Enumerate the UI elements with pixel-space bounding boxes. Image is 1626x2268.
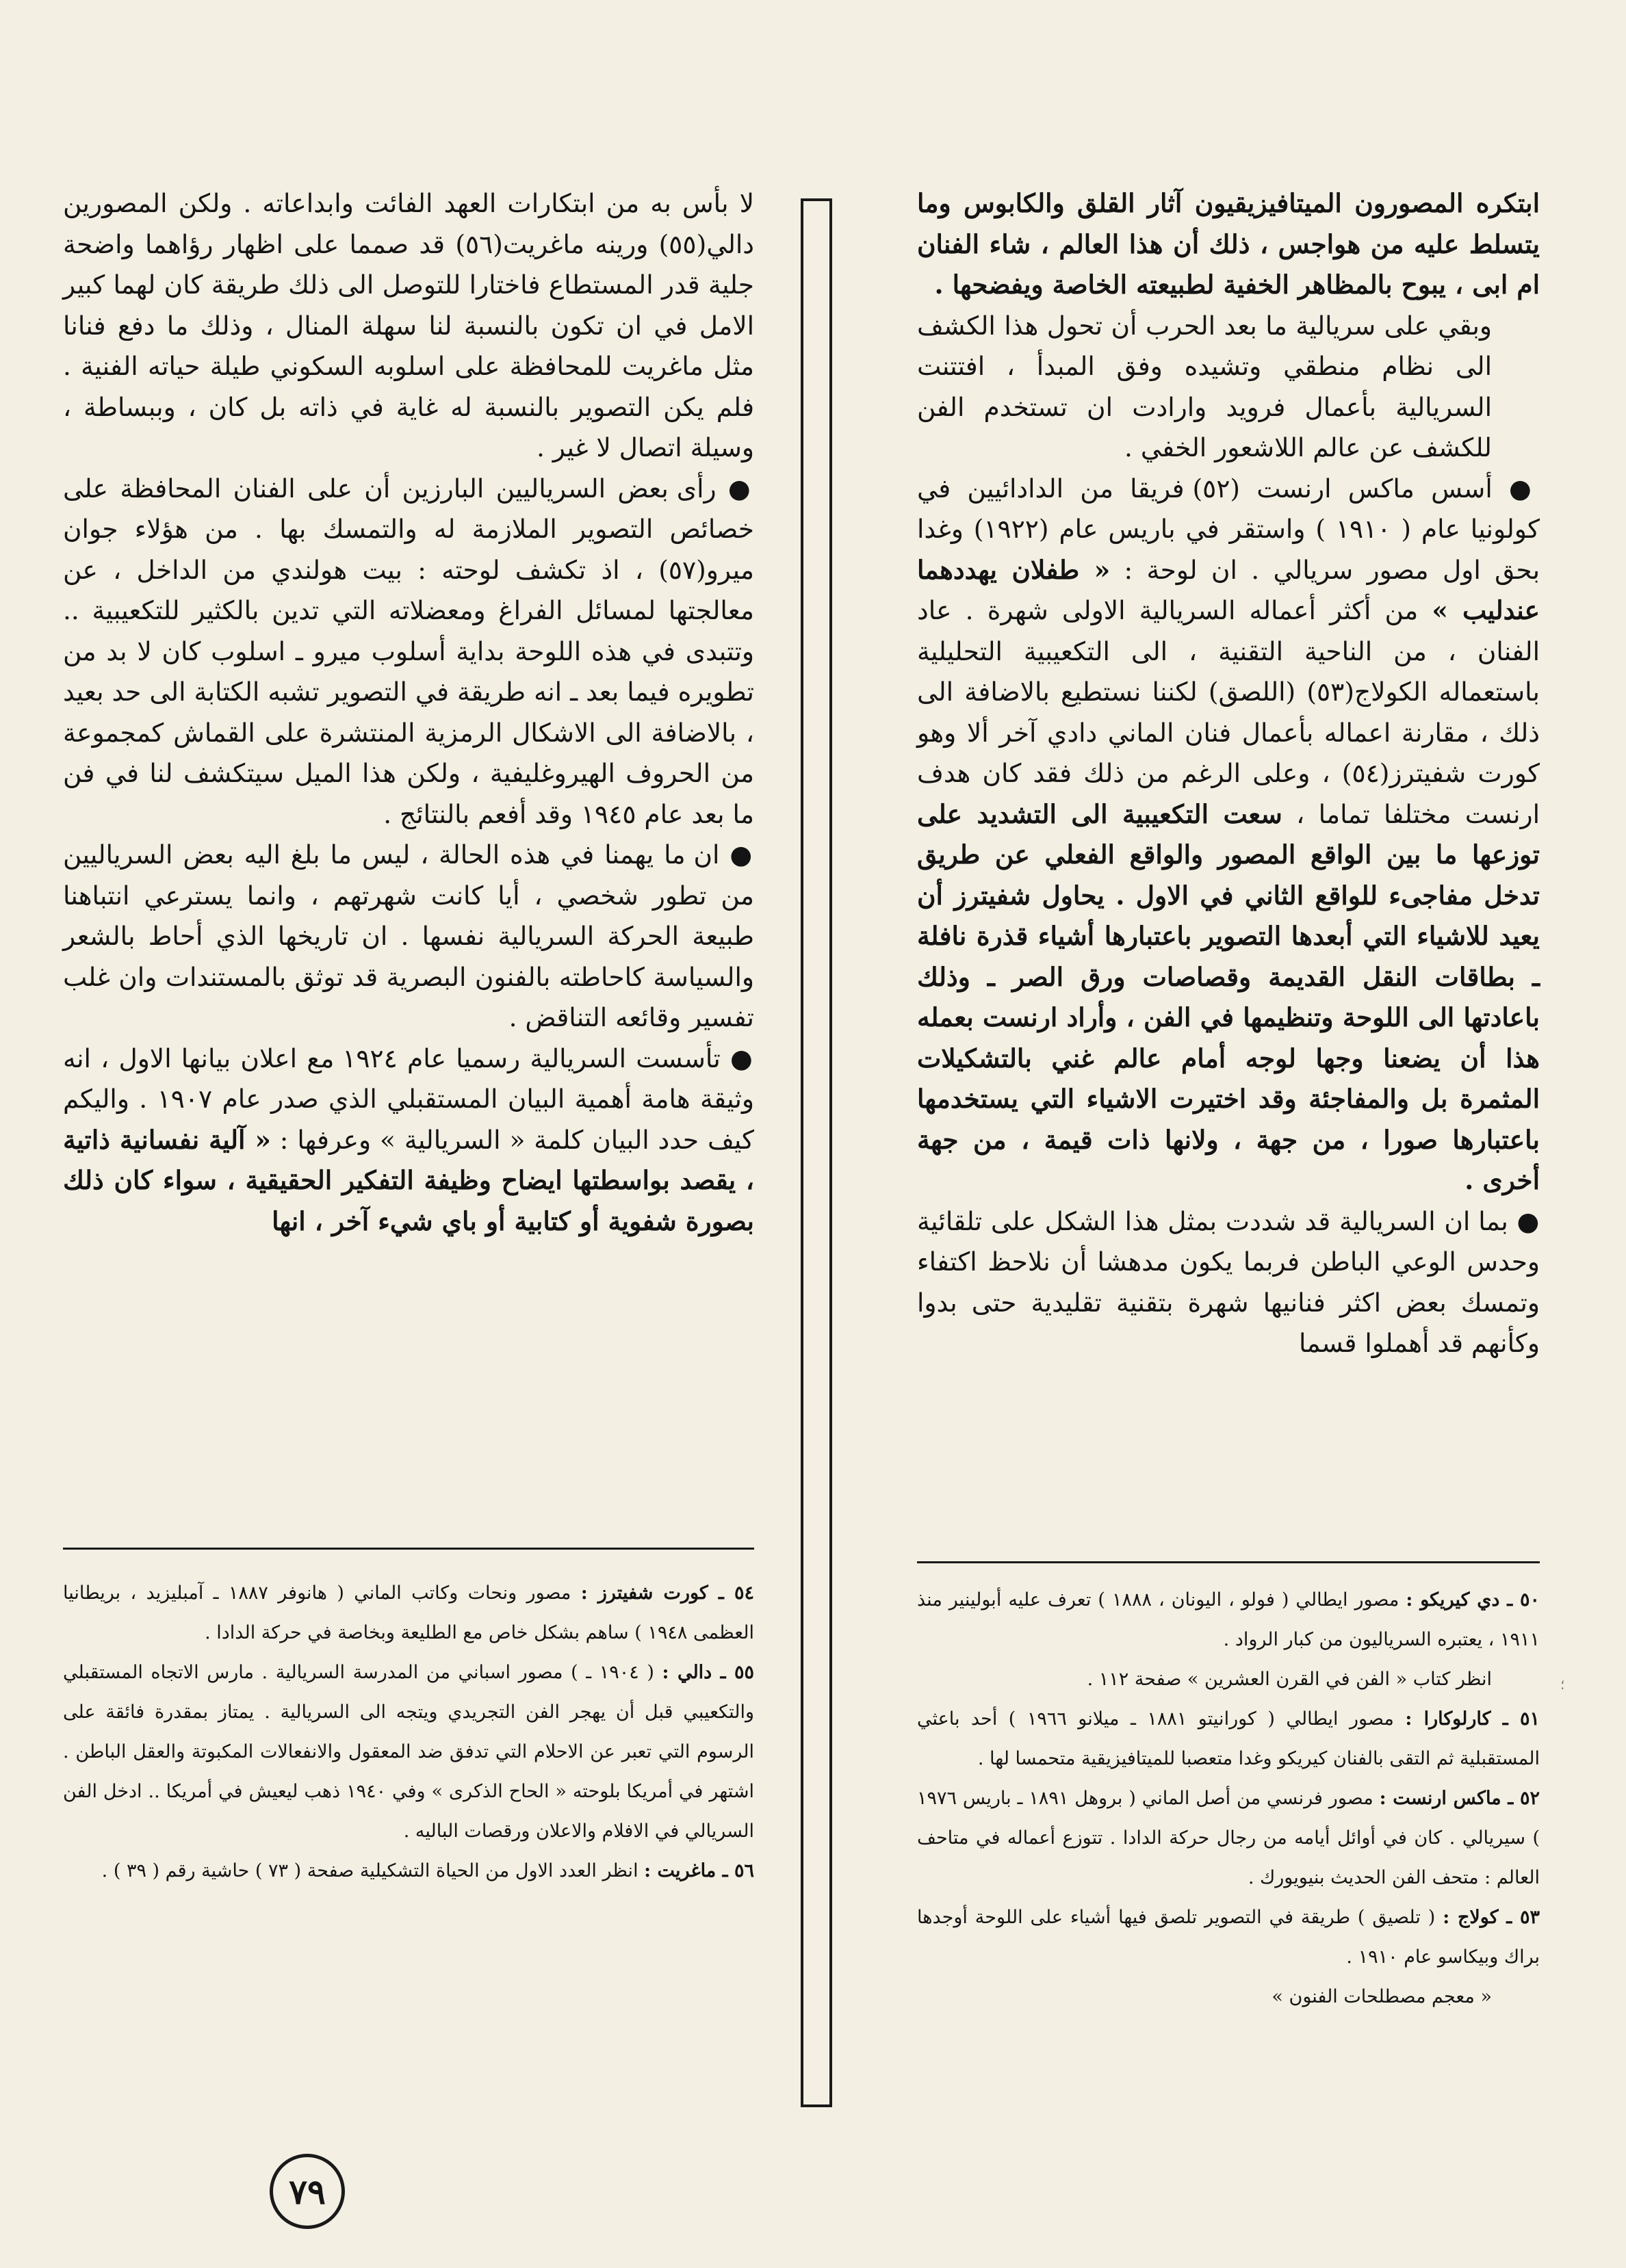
footnotes-left (63, 1574, 754, 1891)
footnote (917, 1779, 1540, 1898)
footnote-label: ٥١ ـ كارلوكارا : (1405, 1708, 1540, 1730)
paragraph-text: أسس ماكس ارنست (٥٢) فريقا من الدادائيين في كولونيا عام ( ١٩١٠ ) واستقر في باريس عام (١٩٢٢) وغدا بحق اول مصور سريالي . ان لوحة : (917, 473, 1540, 585)
footnote (917, 1699, 1540, 1779)
footnote (917, 1898, 1540, 1977)
paragraph-text: تأسست السريالية رسميا عام ١٩٢٤ مع اعلان بيانها الاول ، انه وثيقة هامة أهمية البيان المستقبلي الذي صدر عام ١٩٠٧ . واليكم كيف حدد البيان كلمة « السريالية » وعرفها : (63, 1043, 754, 1155)
footnote-text: ( تلصيق ) طريقة في التصوير تلصق فيها أشياء على اللوحة أوجدها براك وبيكاسو عام ١٩١٠ . (917, 1907, 1540, 1968)
bullet-paragraph: ● بما ان السريالية قد شددت بمثل هذا الشكل على تلقائية وحدس الوعي الباطن فربما يكون مدهشا أن نلاحظ اكتفاء وتمسك بعض اكثر فنانيها شهرة بتقنية تقليدية حتى بدوا وكأنهم قد أهملوا قسما (917, 1201, 1540, 1364)
footnote (63, 1574, 754, 1653)
footnote-label: ٥٣ ـ كولاج : (1443, 1907, 1540, 1928)
footnote-text: انظر العدد الاول من الحياة التشكيلية صفحة ( ٧٣ ) حاشية رقم ( ٣٩ ) . (101, 1860, 638, 1881)
footnote-text: مصور ونحات وكاتب الماني ( هانوفر ١٨٨٧ ـ آمبليزيد ، بريطانيا العظمى ١٩٤٨ ) ساهم بشكل خاص مع الطليعة وبخاصة في حركة الدادا . (63, 1582, 754, 1643)
bold-quote: « آلية نفسانية ذاتية ، يقصد بواسطتها ايضاح وظيفة التفكير الحقيقية ، سواء كان ذلك بصورة شفوية أو كتابية أو باي شيء آخر ، انها (63, 1124, 754, 1236)
footnote-text: مصور ايطالي ( كورانيتو ١٨٨١ ـ ميلانو ١٩٦٦ ) أحد باعثي المستقبلية ثم التقى بالفنان كيريكو وغدا متعصبا للميتافيزيقية متحمسا لها . (917, 1708, 1540, 1769)
footnote-text: مصور ايطالي ( فولو ، اليونان ، ١٨٨٨ ) تعرف عليه أبولينير منذ ١٩١١ ، يعتبره السرياليون من كبار الرواد . (917, 1589, 1540, 1650)
paragraph: ابتكره المصورون الميتافيزيقيون آثار القلق والكابوس وما يتسلط عليه من هواجس ، ذلك أن هذا العالم ، شاء الفنان ام ابى ، يبوح بالمظاهر الخفية لطبيعته الخاصة ويفضحها . (917, 188, 1540, 300)
bold-passage: سعت التكعيبية الى التشديد على توزعها ما بين الواقع المصور والواقع الفعلي عن طريق تدخل مفاجىء للواقع الثاني في الاول . يحاول شفيترز أن يعيد للاشياء التي أبعدها التصوير باعتبارها أشياء قذرة نافلة ـ بطاقات النقل القديمة وقصاصات ورق الصر ـ وذلك باعادتها الى اللوحة وتنظيمها في الفن ، وأراد ارنست بعمله هذا أن يضعنا وجها لوجه أمام عالم غني بالتشكيلات المثمرة بل والمفاجئة وقد اختيرت الاشياء التي يستخدمها باعتبارها صورا ، من جهة ، ولانها ذات قيمة ، من جهة أخرى . (917, 798, 1540, 1195)
footnote (917, 1660, 1540, 1699)
left-text-column (63, 183, 754, 1242)
footnote (917, 1977, 1540, 2017)
footnote-text: انظر كتاب « الفن في القرن العشرين » صفحة ١١٢ . (1087, 1669, 1492, 1690)
paragraph: لا بأس به من ابتكارات العهد الفائت وابداعاته . ولكن المصورين دالي(٥٥) ورينه ماغريت(٥٦) قد صمما على اظهار رؤاهما واضحة جلية قدر المستطاع فاختارا للتوصل الى ذلك طريقة كان لهما كبير الامل في ان تكون بالنسبة لنا سهلة المنال ، وذلك ما دفع فنانا مثل ماغريت للمحافظة على اسلوبه السكوني طيلة حياته الفنية . فلم يكن التصوير بالنسبة له غاية في ذاته بل كان ، وببساطة ، وسيلة اتصال لا غير . (63, 188, 754, 462)
bullet-paragraph: ● رأى بعض السرياليين البارزين أن على الفنان المحافظة على خصائص التصوير الملازمة له والتمسك بها . من هؤلاء جوان ميرو(٥٧) ، اذ تكشف لوحته : بيت هولندي من الداخل ، عن معالجتها لمسائل الفراغ ومعضلاته التي تدين بالكثير للتكعيبية .. وتتبدى في هذه اللوحة بداية أسلوب ميرو ـ اسلوب كان لا بد من تطويره فيما بعد ـ انه طريقة في التصوير تشبه الكتابة الى حد بعيد ، بالاضافة الى الاشكال الرمزية المنتشرة على القماش كمجموعة من الحروف الهيروغليفية ، ولكن هذا الميل سيتكشف لنا في فن ما بعد عام ١٩٤٥ وقد أفعم بالنتائج . (63, 469, 754, 835)
footnote-label: ٥٠ ـ دي كيريكو : (1406, 1589, 1540, 1611)
page-number: ٧٩ (270, 2154, 345, 2229)
right-text-column (917, 183, 1540, 1364)
footnote-text: مصور فرنسي من أصل الماني ( بروهل ١٨٩١ ـ باريس ١٩٧٦ ) سيريالي . كان في أوائل أيامه من رجال حركة الدادا . تتوزع أعماله في متاحف العالم : متحف الفن الحديث بنيويورك . (917, 1788, 1540, 1888)
footnote-rule (917, 1561, 1540, 1563)
footnotes-right (917, 1580, 1540, 2017)
footnote-text: ( ١٩٠٤ ـ ) مصور اسباني من المدرسة السريالية . مارس الاتجاه المستقبلي والتكعيبي قبل أن يهجر الفن التجريدي ويتجه الى السريالية . يمتاز بمقدرة فائقة على الرسوم التي تعبر عن الاحلام التي تدفق ضد المعقول والانفعالات المكبوتة والعقل الباطن . اشتهر في أمريكا بلوحته « الحاح الذكرى » وفي ١٩٤٠ ذهب ليعيش في أمريكا .. ادخل الفن السريالي في الافلام والاعلان ورقصات الباليه . (63, 1662, 754, 1842)
bullet-paragraph (63, 1039, 754, 1242)
footnote (63, 1653, 754, 1851)
paragraph: وبقي على سريالية ما بعد الحرب أن تحول هذا الكشف الى نظام منطقي وتشيده وفق المبدأ ، افتتنت السريالية بأعمال فرويد وارادت ان تستخدم الفن للكشف عن عالم اللاشعور الخفي . (917, 310, 1492, 462)
footnote-label: ٥٤ ـ كورت شفيترز : (580, 1582, 755, 1604)
painting-title: « طفلان يهددهما عندليب » (917, 554, 1540, 625)
column-divider-frame (801, 198, 832, 2107)
paragraph-text: من أكثر أعماله السريالية الاولى شهرة . عاد الفنان ، من الناحية التقنية ، الى التكعيبية التحليلية باستعماله الكولاج(٥٣) (اللصق) لكننا نستطيع بالاضافة الى ذلك ، مقارنة اعماله بأعمال فنان الماني دادي آخر ألا وهو كورت شفيترز(٥٤) ، وعلى الرغم من ذلك فقد كان هدف ارنست مختلفا تماما ، (917, 595, 1540, 829)
footnote (63, 1851, 754, 1891)
footnote-label: ٥٢ ـ ماكس ارنست : (1379, 1788, 1540, 1809)
footnote-label: ٥٥ ـ دالي : (662, 1662, 754, 1683)
footnote-source: « معجم مصطلحات الفنون » (1272, 1986, 1492, 2007)
footnote-rule (63, 1548, 754, 1550)
bullet-paragraph: ● ان ما يهمنا في هذه الحالة ، ليس ما بلغ اليه بعض السرياليين من تطور شخصي ، أيا كانت شهرتهم ، وانما يسترعي انتباهنا طبيعة الحركة السريالية نفسها . ان تاريخها الذي أحاط بالشعر والسياسة كاحاطته بالفنون البصرية قد توثق بالمستندات وان غلب تفسير وقائعه التناقض . (63, 835, 754, 1039)
margin-mark: ؛ (1560, 1676, 1565, 1693)
footnote (917, 1580, 1540, 1660)
footnote-label: ٥٦ ـ ماغريت : (644, 1860, 754, 1881)
bullet-paragraph (917, 469, 1540, 1201)
